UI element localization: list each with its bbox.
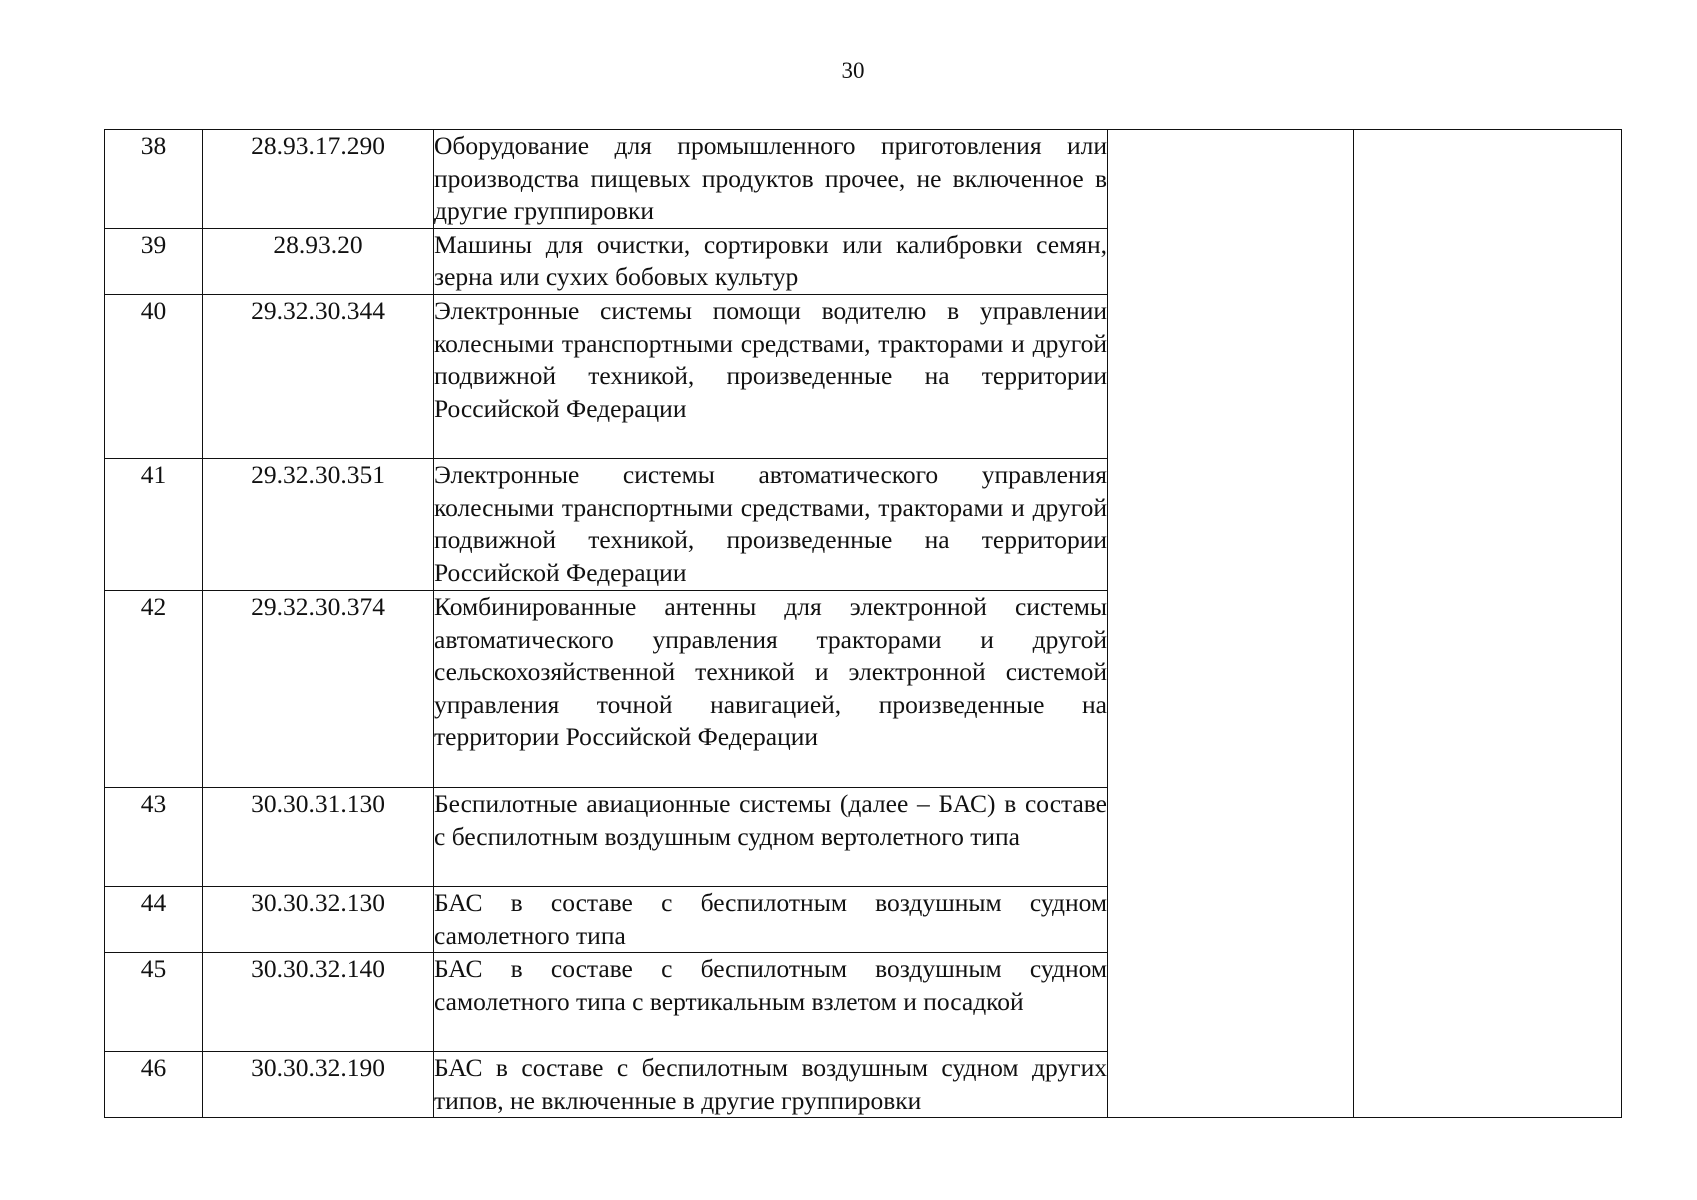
empty-column-5-cell [1354,130,1622,1118]
okpd-code: 28.93.20 [203,228,434,294]
row-number: 44 [105,886,203,952]
row-number: 38 [105,130,203,229]
row-number: 42 [105,590,203,787]
row-number: 39 [105,228,203,294]
page-number: 30 [841,58,865,83]
product-name: Комбинированные антенны для электронной системы автоматического управления тракторами и другой сельскохозяйственной техникой и электронной системой управления точной навигацией, произведенные на территории Российской Федерации [434,590,1108,787]
products-table [104,129,1622,1118]
product-name: Оборудование для промышленного приготовления или производства пищевых продуктов прочее, не включенное в другие группировки [434,130,1108,229]
product-name: Электронные системы автоматического управления колесными транспортными средствами, тракторами и другой подвижной техникой, произведенные на территории Российской Федерации [434,458,1108,590]
product-name: Машины для очистки, сортировки или калибровки семян, зерна или сухих бобовых культур [434,228,1108,294]
row-number: 46 [105,1052,203,1118]
okpd-code: 30.30.32.140 [203,953,434,1052]
okpd-code: 30.30.31.130 [203,787,434,886]
okpd-code: 30.30.32.130 [203,886,434,952]
okpd-code: 29.32.30.374 [203,590,434,787]
product-name: БАС в составе с беспилотным воздушным судном самолетного типа [434,886,1108,952]
product-name: БАС в составе с беспилотным воздушным судном других типов, не включенные в другие группировки [434,1052,1108,1118]
product-name: Беспилотные авиационные системы (далее – БАС) в составе с беспилотным воздушным судном вертолетного типа [434,787,1108,886]
row-number: 43 [105,787,203,886]
okpd-code: 29.32.30.344 [203,294,434,458]
table-body [105,130,1622,1118]
row-number: 41 [105,458,203,590]
table-row [105,130,1622,229]
empty-column-4-cell [1108,130,1354,1118]
okpd-code: 30.30.32.190 [203,1052,434,1118]
okpd-code: 29.32.30.351 [203,458,434,590]
row-number: 45 [105,953,203,1052]
product-name: Электронные системы помощи водителю в управлении колесными транспортными средствами, тракторами и другой подвижной техникой, произведенные на территории Российской Федерации [434,294,1108,458]
product-name: БАС в составе с беспилотным воздушным судном самолетного типа с вертикальным взлетом и посадкой [434,953,1108,1052]
row-number: 40 [105,294,203,458]
okpd-code: 28.93.17.290 [203,130,434,229]
